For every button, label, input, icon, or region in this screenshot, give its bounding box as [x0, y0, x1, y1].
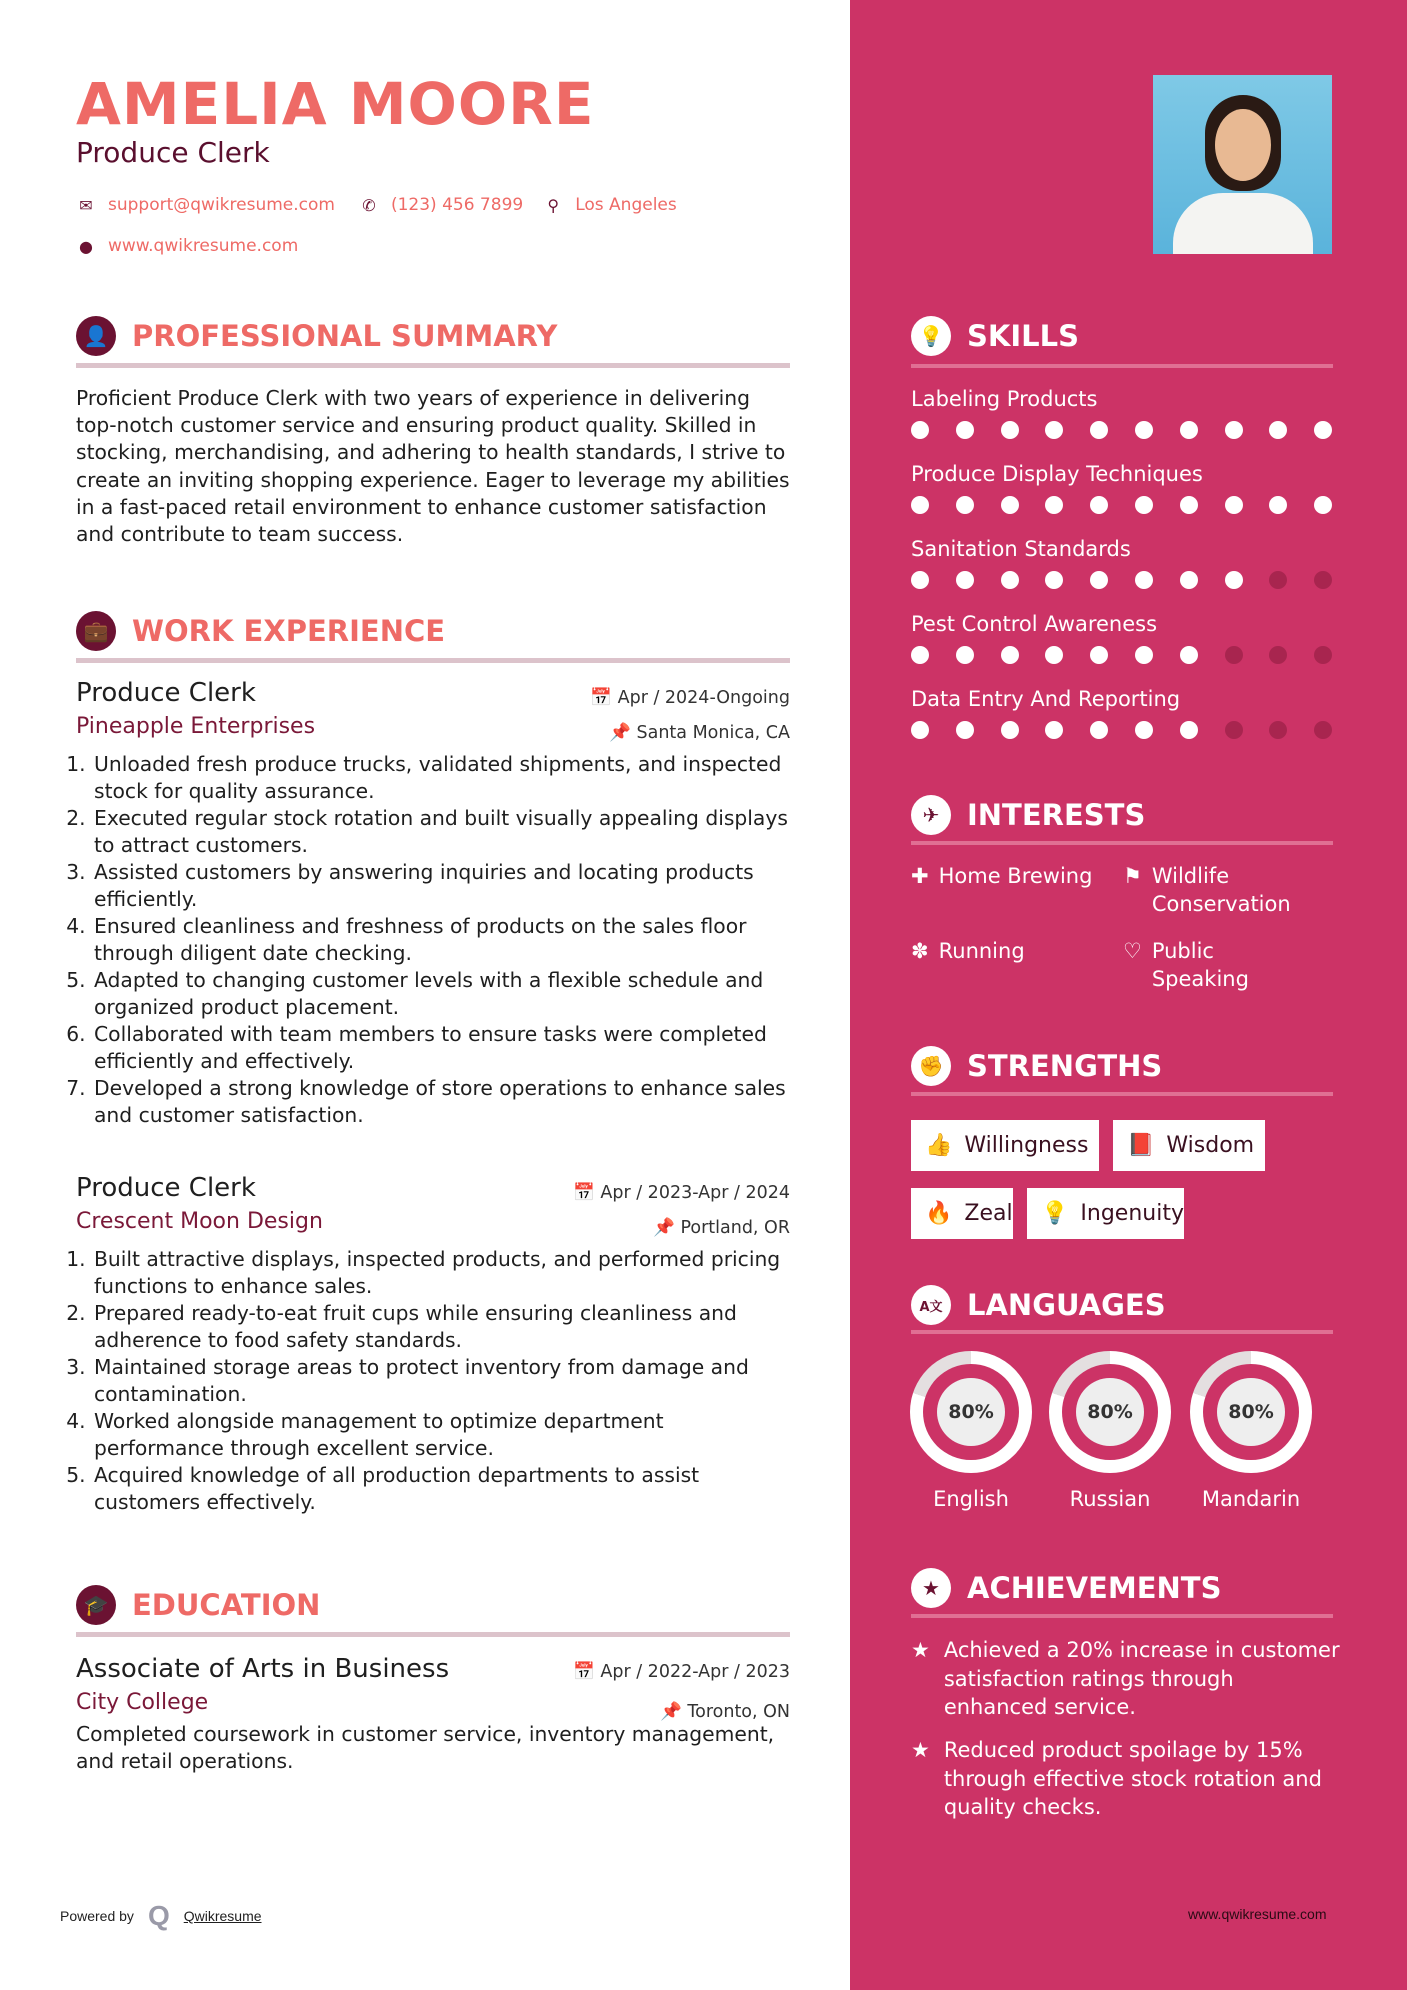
list-item: 6. Collaborated with team members to ensure tasks were completed efficiently and effectively. [92, 1021, 790, 1075]
interest-label: Wildlife Conservation [1151, 864, 1291, 916]
qwikresume-logo-icon: Q [147, 1900, 170, 1931]
strengths-heading [911, 1046, 1162, 1086]
skill-item [911, 387, 1333, 462]
calendar-icon: 📅 [590, 688, 618, 708]
rating-dot-filled [1314, 421, 1332, 439]
experience-heading [76, 611, 445, 651]
location-text: Los Angeles [575, 195, 677, 215]
fire-icon: 🔥 [925, 1201, 953, 1226]
rating-dot-filled [911, 496, 929, 514]
rating-dot-filled [911, 571, 929, 589]
language-percent: 80% [1076, 1378, 1144, 1446]
language-name: Russian [1069, 1487, 1151, 1511]
rating-dot-filled [1045, 496, 1063, 514]
phone-icon: ✆ [362, 195, 376, 215]
candidate-title: Produce Clerk [76, 136, 270, 169]
list-item: 3. Assisted customers by answering inquiries and locating products efficiently. [92, 859, 790, 913]
strengths-heading-text: STRENGTHS [967, 1049, 1163, 1083]
strength-tag [1113, 1120, 1265, 1171]
achievement-item [911, 1736, 1341, 1822]
list-item: 4. Ensured cleanliness and freshness of products on the sales floor through diligent date checking. [92, 913, 790, 967]
rating-dot-filled [1045, 646, 1063, 664]
rating-dot-filled [1180, 571, 1198, 589]
rating-dot-filled [956, 721, 974, 739]
rating-dot-filled [911, 721, 929, 739]
skills-list [911, 387, 1333, 762]
job-bullets [68, 751, 790, 1129]
pin-icon: 📌 [653, 1218, 681, 1238]
calendar-icon: 📅 [573, 1183, 601, 1203]
rating-dot-filled [1135, 646, 1153, 664]
rating-dot-empty [1314, 646, 1332, 664]
interest-label: Running [938, 939, 1025, 963]
thumbs-up-icon: 👍 [925, 1133, 953, 1158]
education-description: Completed coursework in customer service, inventory management, and retail operations. [76, 1722, 775, 1774]
divider [76, 363, 790, 368]
skill-item [911, 462, 1333, 537]
rating-dot-filled [956, 496, 974, 514]
rating-dot-filled [956, 646, 974, 664]
paw-icon: ✽ [911, 939, 929, 963]
language-icon: A文 [911, 1285, 951, 1325]
envelope-icon: ✉ [79, 195, 93, 215]
flag-icon: ⚑ [1123, 864, 1142, 888]
education-location-text: Toronto, ON [687, 1702, 790, 1722]
divider [911, 841, 1333, 845]
heartbeat-icon: ♡ [1123, 939, 1142, 963]
user-icon: 👤 [76, 316, 116, 356]
rating-dot-filled [1001, 646, 1019, 664]
strength-tag [911, 1120, 1099, 1171]
language-percent: 80% [937, 1378, 1005, 1446]
powered-by-text: Powered by [60, 1908, 134, 1924]
language-percent: 80% [1217, 1378, 1285, 1446]
fist-icon: ✊ [911, 1046, 951, 1086]
languages-heading [911, 1285, 1166, 1325]
summary-text: Proficient Produce Clerk with two years of experience in delivering top-notch customer service and ensuring product quality. Skilled in stocking, merchandising, and adhering to health standards, I strive to create an inviting shopping experience. Eager to leverage my abilities in a fast-paced retail environment to enhance customer satisfaction and contribute to team success. [76, 386, 790, 547]
skill-label: Produce Display Techniques [911, 462, 1203, 486]
interest-item [1123, 937, 1263, 993]
interest-item [911, 862, 1111, 890]
language-progress-ring [910, 1351, 1032, 1473]
pin-icon: 📌 [660, 1702, 688, 1722]
job-dates-text: Apr / 2024-Ongoing [617, 688, 790, 708]
job-title: Produce Clerk [76, 678, 256, 708]
education-entry [76, 1654, 790, 1775]
skills-heading-text: SKILLS [967, 319, 1079, 353]
calendar-icon: 📅 [573, 1662, 601, 1682]
job-entry [76, 1173, 790, 1516]
achievement-text: Reduced product spoilage by 15% through effective stock rotation and quality checks. [943, 1738, 1322, 1819]
powered-by [60, 1900, 262, 1932]
skill-rating [911, 421, 1333, 439]
puzzle-icon: ✚ [911, 864, 929, 888]
achievements-heading-text: ACHIEVEMENTS [967, 1571, 1222, 1605]
strength-tag [911, 1188, 1013, 1239]
strength-tag [1027, 1188, 1184, 1239]
lightbulb-icon: 💡 [911, 316, 951, 356]
list-item: 4. Worked alongside management to optimize department performance through excellent service. [92, 1408, 790, 1462]
lightbulb-icon: 💡 [1041, 1201, 1069, 1226]
rating-dot-filled [1001, 496, 1019, 514]
summary-heading-text: PROFESSIONAL SUMMARY [132, 319, 558, 353]
interests-heading-text: INTERESTS [967, 798, 1146, 832]
achievements-heading [911, 1568, 1221, 1608]
skill-rating [911, 646, 1333, 664]
interest-item [911, 937, 1111, 965]
job-location [653, 1218, 790, 1238]
list-item: 5. Adapted to changing customer levels with a flexible schedule and organized product placement. [92, 967, 790, 1021]
rating-dot-filled [1225, 571, 1243, 589]
rating-dot-empty [1225, 646, 1243, 664]
rating-dot-filled [1314, 496, 1332, 514]
rating-dot-filled [1225, 496, 1243, 514]
education-heading [76, 1585, 320, 1625]
rating-dot-empty [1314, 721, 1332, 739]
skill-item [911, 537, 1333, 612]
skill-rating [911, 571, 1333, 589]
education-dates [573, 1662, 790, 1682]
website-row [76, 236, 298, 256]
rating-dot-filled [911, 646, 929, 664]
rating-dot-filled [1090, 496, 1108, 514]
job-company: Pineapple Enterprises [76, 714, 316, 739]
language-progress-ring [1049, 1351, 1171, 1473]
list-item: 3. Maintained storage areas to protect inventory from damage and contamination. [92, 1354, 790, 1408]
rating-dot-filled [1269, 421, 1287, 439]
footer-url[interactable]: www.qwikresume.com [1188, 1906, 1327, 1922]
website-link[interactable]: www.qwikresume.com [108, 236, 299, 256]
map-pin-icon: ⚲ [547, 195, 560, 215]
education-dates-text: Apr / 2022-Apr / 2023 [600, 1662, 790, 1682]
rating-dot-filled [1135, 571, 1153, 589]
interest-label: Home Brewing [938, 864, 1093, 888]
strength-label: Willingness [964, 1133, 1089, 1158]
phone-text: (123) 456 7899 [390, 195, 524, 215]
paper-plane-icon: ✈ [911, 795, 951, 835]
rating-dot-filled [1045, 721, 1063, 739]
strength-label: Wisdom [1166, 1133, 1255, 1158]
rating-dot-filled [1180, 646, 1198, 664]
rating-dot-filled [1135, 421, 1153, 439]
profile-photo [1153, 75, 1332, 254]
rating-dot-filled [1090, 721, 1108, 739]
interest-item [1123, 862, 1333, 918]
language-name: English [933, 1487, 1009, 1511]
interests-heading [911, 795, 1145, 835]
book-icon: 📕 [1127, 1133, 1155, 1158]
rating-dot-filled [1135, 721, 1153, 739]
rating-dot-filled [1180, 421, 1198, 439]
rating-dot-filled [1090, 646, 1108, 664]
list-item: 1. Unloaded fresh produce trucks, validated shipments, and inspected stock for quality assurance. [92, 751, 790, 805]
skill-item [911, 612, 1333, 687]
education-heading-text: EDUCATION [132, 1588, 321, 1622]
strength-label: Zeal [964, 1201, 1013, 1226]
skill-item [911, 687, 1333, 762]
candidate-name: AMELIA MOORE [76, 70, 595, 138]
rating-dot-filled [1269, 496, 1287, 514]
skill-rating [911, 496, 1333, 514]
rating-dot-filled [956, 571, 974, 589]
rating-dot-empty [1269, 721, 1287, 739]
school: City College [76, 1690, 209, 1715]
achievement-item [911, 1636, 1341, 1722]
job-location-text: Portland, OR [680, 1218, 790, 1238]
skills-heading [911, 316, 1079, 356]
skill-label: Pest Control Awareness [911, 612, 1158, 636]
job-company: Crescent Moon Design [76, 1209, 323, 1234]
rating-dot-filled [1090, 421, 1108, 439]
job-dates [573, 1183, 790, 1203]
education-location [660, 1702, 790, 1722]
skill-label: Data Entry And Reporting [911, 687, 1181, 711]
rating-dot-filled [1045, 421, 1063, 439]
skill-label: Sanitation Standards [911, 537, 1131, 561]
job-dates [590, 688, 790, 708]
shooting-star-icon: ★ [911, 1738, 930, 1762]
divider [911, 1330, 1333, 1334]
rating-dot-filled [1001, 421, 1019, 439]
star-icon: ★ [911, 1568, 951, 1608]
divider [76, 658, 790, 663]
job-location-text: Santa Monica, CA [636, 723, 790, 743]
graduation-cap-icon: 🎓 [76, 1585, 116, 1625]
skill-rating [911, 721, 1333, 739]
contact-row [76, 195, 677, 215]
divider [76, 1632, 790, 1637]
job-title: Produce Clerk [76, 1173, 256, 1203]
language-name: Mandarin [1201, 1487, 1301, 1511]
list-item: 2. Executed regular stock rotation and built visually appealing displays to attract customers. [92, 805, 790, 859]
job-location [609, 723, 790, 743]
brand-link[interactable]: Qwikresume [183, 1908, 262, 1924]
list-item: 2. Prepared ready-to-eat fruit cups while ensuring cleanliness and adherence to food safety standards. [92, 1300, 790, 1354]
experience-heading-text: WORK EXPERIENCE [132, 614, 446, 648]
rating-dot-filled [1001, 571, 1019, 589]
rating-dot-filled [1090, 571, 1108, 589]
rating-dot-empty [1225, 721, 1243, 739]
briefcase-icon: 💼 [76, 611, 116, 651]
globe-icon: ● [79, 236, 93, 256]
rating-dot-empty [1269, 571, 1287, 589]
rating-dot-filled [1225, 421, 1243, 439]
pin-icon: 📌 [609, 723, 637, 743]
degree: Associate of Arts in Business [76, 1654, 450, 1684]
languages-heading-text: LANGUAGES [967, 1288, 1166, 1322]
rating-dot-empty [1314, 571, 1332, 589]
rating-dot-filled [956, 421, 974, 439]
list-item: 7. Developed a strong knowledge of store operations to enhance sales and customer satisfaction. [92, 1075, 790, 1129]
skill-label: Labeling Products [911, 387, 1098, 411]
summary-heading [76, 316, 557, 356]
rating-dot-filled [1180, 721, 1198, 739]
email-link[interactable]: support@qwikresume.com [108, 195, 335, 215]
achievement-text: Achieved a 20% increase in customer satisfaction ratings through enhanced service. [943, 1638, 1340, 1719]
job-dates-text: Apr / 2023-Apr / 2024 [600, 1183, 790, 1203]
divider [911, 1092, 1333, 1096]
job-entry [76, 678, 790, 1129]
rating-dot-filled [1135, 496, 1153, 514]
rating-dot-filled [1045, 571, 1063, 589]
shooting-star-icon: ★ [911, 1638, 930, 1662]
divider [911, 1614, 1333, 1618]
rating-dot-empty [1269, 646, 1287, 664]
divider [911, 364, 1333, 368]
list-item: 5. Acquired knowledge of all production departments to assist customers effectively. [92, 1462, 790, 1516]
rating-dot-filled [1180, 496, 1198, 514]
job-bullets [68, 1246, 790, 1516]
rating-dot-filled [1001, 721, 1019, 739]
language-progress-ring [1190, 1351, 1312, 1473]
strength-label: Ingenuity [1080, 1201, 1184, 1226]
interest-label: Public Speaking [1151, 939, 1249, 991]
rating-dot-filled [911, 421, 929, 439]
list-item: 1. Built attractive displays, inspected products, and performed pricing functions to enhance sales. [92, 1246, 790, 1300]
